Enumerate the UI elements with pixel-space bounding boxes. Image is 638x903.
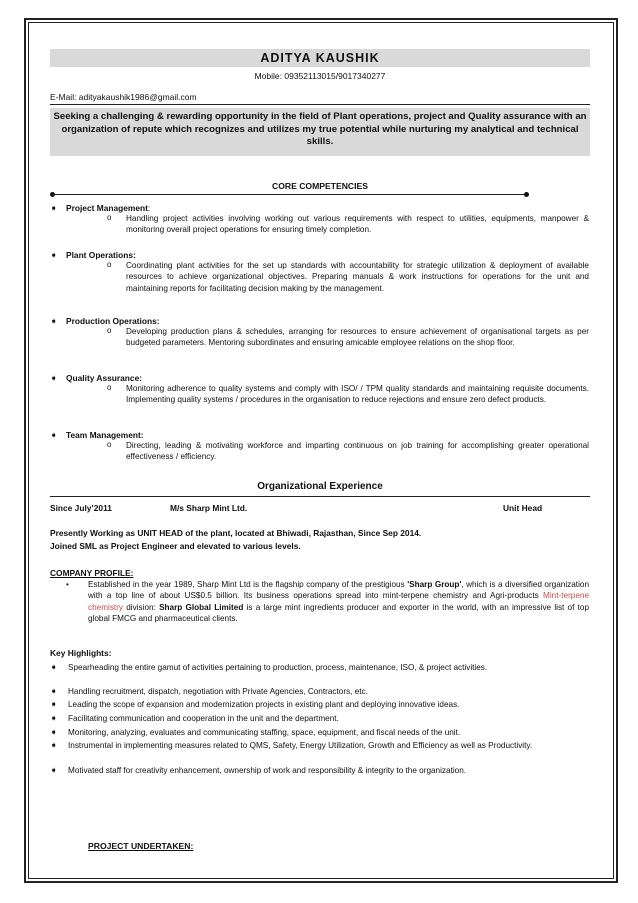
sub-bullet-marker: o [107,326,112,335]
competency-title: Plant Operations: [66,250,136,260]
highlight-text: Leading the scope of expansion and modernization projects in existing plant and deploying innovative ideas. [68,700,460,709]
competency-description: Directing, leading & motivating workforce and imparting continuous on job training for accomplishing greater operational effectiveness / efficiency. [126,441,589,462]
arrow-bullet-icon: ➧ [50,686,58,696]
competency-description: Monitoring adherence to quality systems and comply with ISO/ / TPM quality standards and maintaining requisite documents. Implementing quality systems / procedures in the organisation to reduce rejections and ensure zero defect products. [126,384,589,405]
job-role: Unit Head [503,503,543,513]
projects-undertaken-heading: PROJECT UNDERTAKEN: [88,841,194,851]
divider [50,496,590,497]
arrow-bullet-icon: ➧ [50,250,58,260]
arrow-bullet-icon: ➧ [50,713,58,723]
arrow-bullet-icon: ➧ [50,203,58,213]
employment-since: Since July’2011 [50,503,112,513]
sub-bullet-marker: o [107,440,112,449]
arrow-bullet-icon: ➧ [50,765,58,775]
arrow-bullet-icon: ➧ [50,740,58,750]
candidate-name: ADITYA KAUSHIK [50,49,590,67]
core-competencies-heading: CORE COMPETENCIES [272,181,368,191]
highlight-text: Facilitating communication and cooperation in the unit and the department. [68,714,339,723]
competency-title: Quality Assurance: [66,373,143,383]
arrow-bullet-icon: ➧ [50,699,58,709]
highlight-text: Monitoring, analyzing, evaluates and communicating staffing, space, equipment, and fiscal needs of the unit. [68,728,461,737]
highlight-text: Motivated staff for creativity enhancement, ownership of work and responsibility & integrity to the organization. [68,766,467,775]
career-progression: Joined SML as Project Engineer and elevated to various levels. [50,541,301,551]
career-objective: Seeking a challenging & rewarding opportunity in the field of Plant operations, project and Quality assurance with an organization of repute which recognizes and utilizes my true potential while nurturing my analytical and technical skills. [50,108,590,156]
arrow-bullet-icon: ➧ [50,316,58,326]
highlight-text: Handling recruitment, dispatch, negotiation with Private Agencies, Contractors, etc. [68,687,368,696]
highlight-text: Spearheading the entire gamut of activities pertaining to production, process, maintenance, ISO, & project activities. [68,663,488,672]
email-address: E-Mail: adityakaushik1986@gmail.com [50,92,197,102]
current-position: Presently Working as UNIT HEAD of the plant, located at Bhiwadi, Rajasthan, Since Sep 2014. [50,528,422,538]
company-profile-text: Established in the year 1989, Sharp Mint Ltd is the flagship company of the prestigious 'Sharp Group', which is a diversified organization with a top line of about US$0.5 billion. Its business operations spread into mint-terpene chemistry and Agri-products Mint-terpene chemistry division: Sharp Global Limited is a large mint ingredients producer and exporter in the world, with an impressive list of top global FMCG and pharmaceutical clients. [88,580,590,623]
divider [50,104,590,105]
arrow-bullet-icon: ➧ [50,373,58,383]
arrow-bullet-icon: ➧ [50,727,58,737]
company-name: M/s Sharp Mint Ltd. [170,503,248,513]
arrow-bullet-icon: ➧ [50,662,58,672]
company-profile-heading: COMPANY PROFILE: [50,568,134,578]
bullet: • [66,580,69,589]
key-highlights-heading: Key Highlights: [50,648,112,658]
organizational-experience-heading: Organizational Experience [257,481,383,492]
sub-bullet-marker: o [107,383,112,392]
competency-description: Developing production plans & schedules, arranging for resources to ensure achievement of organisational targets as per budgeted parameters. Mentoring subordinates and ensuring amicable employee relations on the shop floor. [126,327,589,348]
competency-title: Project Management: [66,203,151,213]
divider [52,194,527,195]
competency-title: Team Management: [66,430,144,440]
sub-bullet-marker: o [107,213,112,222]
competency-description: Coordinating plant activities for the set up standards with accountability for strategic utilization & deployment of available resources to achieve organizational objectives. Preparing manuals & work instructions for operations for the unit and maintaining reports for facilitating decision making by the management. [126,261,589,293]
competency-title: Production Operations: [66,316,160,326]
arrow-bullet-icon: ➧ [50,430,58,440]
highlight-text: Instrumental in implementing measures related to QMS, Safety, Energy Utilization, Growth and Efficiency as well as Productivity. [68,741,533,750]
rule-dot-right [524,192,529,197]
mobile-number: Mobile: 09352113015/9017340277 [254,71,386,81]
sub-bullet-marker: o [107,260,112,269]
competency-description: Handling project activities involving working out various requirements with respect to utilities, equipments, manpower & monitoring overall project operations for ensuring timely completion. [126,214,589,235]
